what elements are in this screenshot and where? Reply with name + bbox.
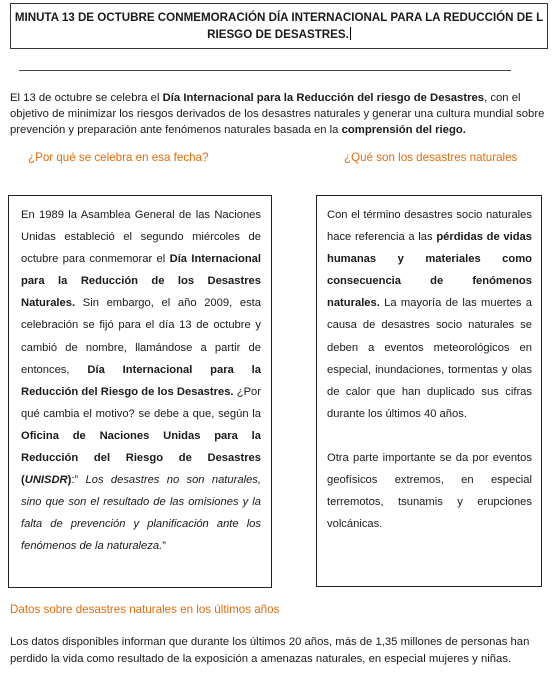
right-bold-1: pérdidas de vidas humanas y materiales como consecuencia de fenómenos naturales. (327, 231, 532, 310)
intro-bold-1: Día Internacional para la Reducción del riesgo de Desastres (162, 92, 485, 104)
unisdr-acronym: UNISDR (24, 474, 68, 487)
intro-text-1: El 13 de octubre se celebra el (10, 92, 163, 104)
intro-paragraph (10, 90, 550, 138)
left-text-2: Sin embargo, el año 2009, esta celebración se fijó para el día 13 de octubre y cambió de nombre, llamándose a partir de entonces, (21, 297, 261, 376)
left-quote: Los desastres no son naturales, sino que son el resultado de las omisiones y la falta de prevención y planificación ante los fenómenos de la naturaleza. (21, 474, 261, 553)
document-title (10, 3, 548, 49)
question-right-heading: ¿Qué son los desastres naturales (344, 151, 518, 164)
question-left-heading: ¿Por qué se celebra en esa fecha? (28, 151, 209, 164)
intro-text-2: , con el objetivo de minimizar los riesgos derivados de los desastres naturales y generar una cultura mundial sobre prevención y preparación ante fenómenos naturales basada en la (10, 92, 545, 136)
section-heading: Datos sobre desastres naturales en los últimos años (10, 603, 280, 616)
section-body: Los datos disponibles informan que durante los últimos 20 años, más de 1,35 millones de personas han perdido la vida como resultado de la exposición a amenazas naturales, en especial mujeres y niñas. (10, 636, 530, 665)
right-text-2: La mayoría de las muertes a causa de desastres socio naturales se deben a eventos meteorológicos en especial, inundaciones, tormentas y olas de calor que han duplicado sus cifras durante los últimos 40 años. (327, 297, 532, 420)
left-textbox-paragraph (21, 204, 261, 558)
left-text-3: ¿Por qué cambia el motivo? se debe a que, según la (21, 385, 262, 420)
left-text-5: ” (162, 540, 166, 553)
right-textbox-paragraph-2: Otra parte importante se da por eventos geofísicos extremos, en especial terremotos, tsunamis y erupciones volcánicas. (327, 451, 532, 531)
intro-bold-2: comprensión del riego. (341, 124, 466, 136)
left-bold-1: Día Internacional para la Reducción de los Desastres Naturales. (21, 253, 261, 310)
right-textbox-paragraph-1 (327, 204, 532, 425)
left-bold-2: Día Internacional para la Reducción del Riesgo de los Desastres. (21, 363, 261, 398)
left-text-4: :” (71, 474, 86, 487)
right-text-1: Con el término desastres socio naturales hace referencia a las (327, 209, 532, 244)
right-textbox (316, 195, 542, 587)
horizontal-rule (19, 70, 511, 71)
text-cursor (350, 27, 351, 40)
title-line-2: RIESGO DE DESASTRES. (207, 28, 349, 41)
left-text-1: En 1989 la Asamblea General de las Naciones Unidas estableció el segundo miércoles de octubre para conmemorar el (21, 209, 261, 266)
title-line-1: MINUTA 13 DE OCTUBRE CONMEMORACIÓN DÍA INTERNACIONAL PARA LA REDUCCIÓN DE L (14, 11, 544, 24)
left-textbox (8, 195, 272, 588)
left-bold-3-text: Oficina de Naciones Unidas para la Reducción del Riesgo de Desastres ( (21, 429, 261, 487)
left-bold-3-end: ) (67, 474, 72, 487)
